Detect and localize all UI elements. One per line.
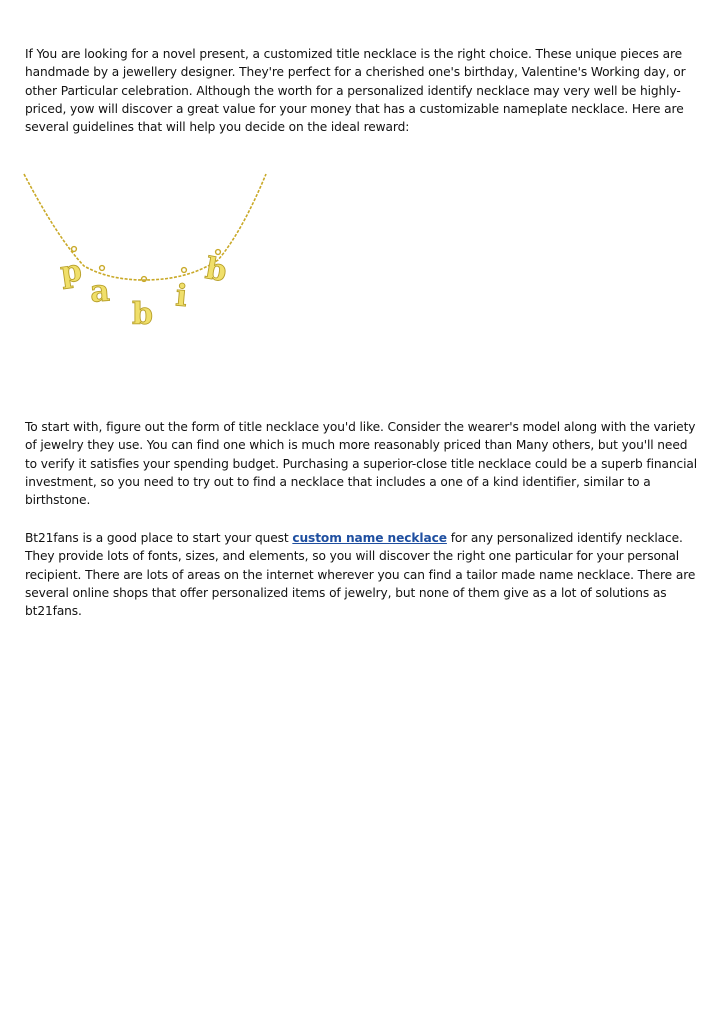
name-necklace-image [22, 168, 268, 390]
pendant-letter-4: i [174, 278, 189, 315]
paragraph-bt21fans-end: for any personalized identify necklace. They provide lots of fonts, sizes, and elements, so you will discover the right one particular for your personal recipient. There are lots of areas on the internet wherever you can find a tailor made name necklace. There are several online shops that offer personalized items of jewelry, but none of them give as a lot of solutions as bt21fans. [25, 531, 696, 619]
paragraph-bt21fans [25, 529, 703, 620]
pendant-letter-3: b [132, 297, 153, 332]
paragraph-bt21fans-start: Bt21fans is a good place to start your quest [25, 531, 293, 545]
pendant-letter-2: a [89, 273, 111, 310]
paragraph-intro: If You are looking for a novel present, a customized title necklace is the right choice. These unique pieces are handmade by a jewellery designer. They're perfect for a cherished one's birthday, Valentine's Working day, or other Particular celebration. Although the worth for a personalized identify necklace may very well be highly-priced, yow will discover a great value for your money that has a customizable nameplate necklace. Here are several guidelines that will help you decide on the ideal reward: [25, 47, 686, 135]
pendant-letter-1: p [58, 253, 84, 291]
pendant-letter-5: b [202, 251, 230, 290]
custom-name-necklace-link[interactable]: custom name necklace [292, 531, 447, 545]
paragraph-choosing-style: To start with, figure out the form of title necklace you'd like. Consider the wearer's model along with the variety of jewelry they use. You can find one which is much more reasonably priced than Many others, but you'll need to verify it satisfies your spending budget. Purchasing a superior-close title necklace could be a superb financial investment, so you need to try out to find a necklace that includes a one of a kind identifier, similar to a birthstone. [25, 420, 698, 508]
